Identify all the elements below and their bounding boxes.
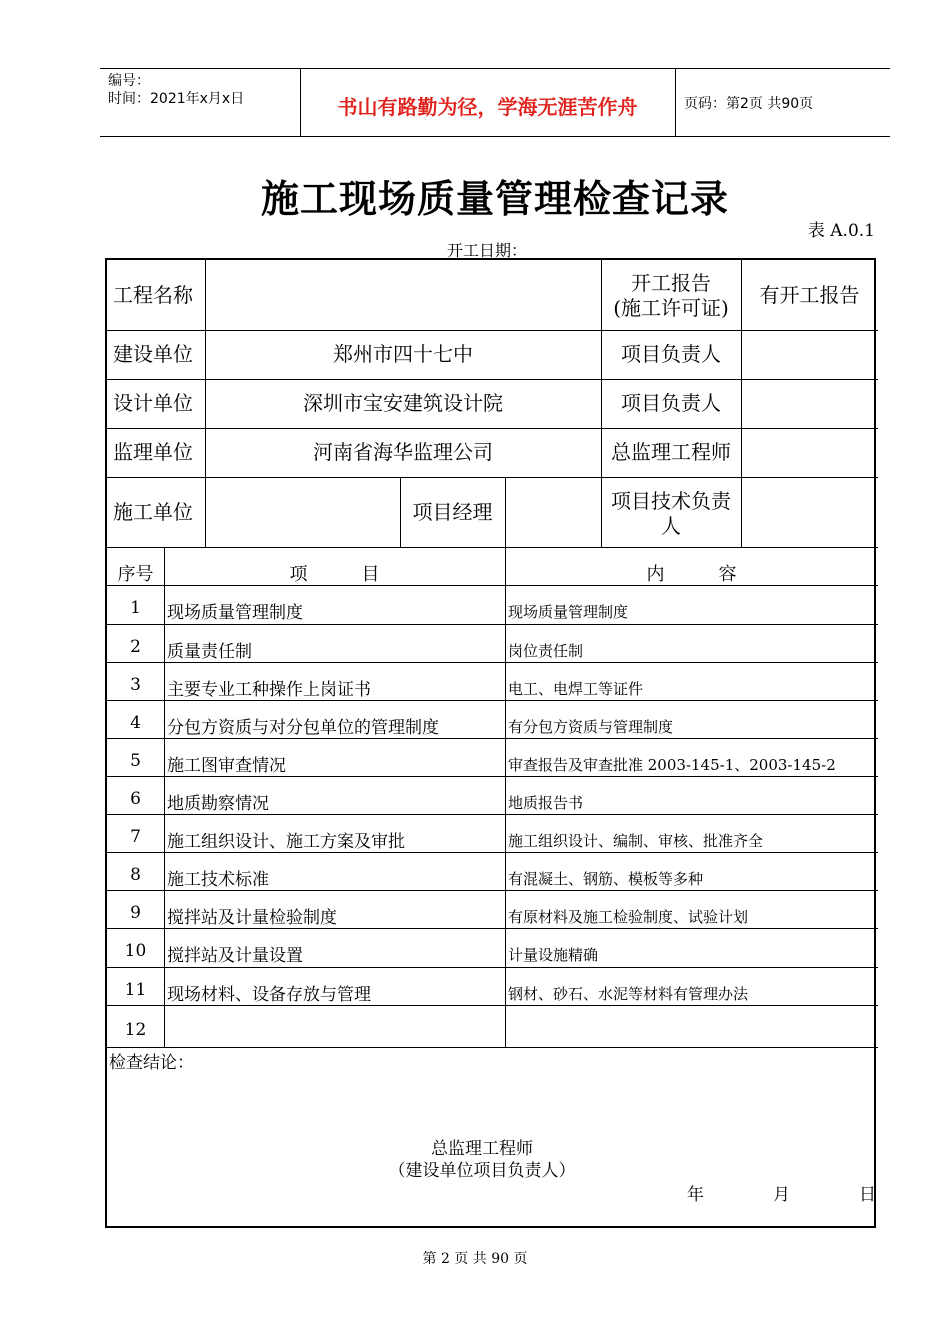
row-content: 电工、电焊工等证件 bbox=[508, 680, 644, 698]
row-item: 施工组织设计、施工方案及审批 bbox=[167, 832, 405, 852]
col-header-content: 内 容 bbox=[646, 564, 737, 585]
page-info: 页码：第2页 共90页 bbox=[684, 96, 814, 112]
row-divider bbox=[107, 330, 878, 331]
row-content: 现场质量管理制度 bbox=[508, 603, 629, 621]
row-number: 12 bbox=[124, 1020, 147, 1040]
tech-lead-label-line1: 项目技术负责 bbox=[611, 489, 731, 513]
designer-value: 深圳市宝安建筑设计院 bbox=[303, 391, 503, 415]
manager-label: 项目经理 bbox=[412, 500, 493, 524]
divider bbox=[675, 69, 676, 136]
motto-text: 书山有路勤为径，学海无涯苦作舟 bbox=[337, 95, 638, 119]
row-divider bbox=[107, 852, 878, 853]
conclusion-label: 检查结论： bbox=[109, 1053, 194, 1073]
col-divider bbox=[505, 477, 506, 547]
tech-lead-label-line2: 人 bbox=[661, 514, 681, 538]
row-divider bbox=[107, 547, 878, 548]
row-item: 分包方资质与对分包单位的管理制度 bbox=[167, 718, 439, 738]
builder-label: 建设单位 bbox=[113, 342, 193, 366]
col-header-item: 项 目 bbox=[289, 564, 380, 585]
row-content: 有混凝土、钢筋、模板等多种 bbox=[508, 870, 704, 888]
row-divider bbox=[107, 428, 878, 429]
col-divider bbox=[164, 547, 165, 1047]
row-divider bbox=[107, 738, 878, 739]
start-report-label-line2: (施工许可证) bbox=[613, 296, 729, 320]
row-divider bbox=[107, 662, 878, 663]
row-item: 主要专业工种操作上岗证书 bbox=[167, 680, 371, 700]
row-number: 9 bbox=[130, 903, 141, 923]
row-number: 5 bbox=[130, 751, 141, 771]
row-content: 地质报告书 bbox=[508, 794, 584, 812]
supervisor-label: 监理单位 bbox=[113, 440, 193, 464]
row-divider bbox=[107, 1047, 878, 1048]
row-number: 8 bbox=[130, 865, 141, 885]
row-divider bbox=[107, 776, 878, 777]
row-content: 审查报告及审查批准 2003-145-1、2003-145-2 bbox=[508, 756, 836, 774]
row-number: 4 bbox=[130, 713, 141, 733]
row-content: 有原材料及施工检验制度、试验计划 bbox=[508, 908, 749, 926]
row-number: 6 bbox=[130, 789, 141, 809]
sign-title: 总监理工程师 bbox=[431, 1139, 533, 1159]
row-item: 质量责任制 bbox=[167, 642, 252, 662]
date-day: 日 bbox=[859, 1185, 876, 1205]
record-form bbox=[105, 258, 876, 1228]
header-meta bbox=[108, 72, 244, 108]
supervisor-value: 河南省海华监理公司 bbox=[313, 440, 493, 464]
form-number: 表 A.0.1 bbox=[807, 221, 875, 241]
page-footer: 第 2 页 共 90 页 bbox=[422, 1251, 528, 1267]
sign-subtitle: （建设单位项目负责人） bbox=[388, 1161, 576, 1181]
row-divider bbox=[107, 928, 878, 929]
chief-engineer-label: 总监理工程师 bbox=[611, 440, 731, 464]
col-header-no: 序号 bbox=[117, 564, 154, 585]
row-item: 施工图审查情况 bbox=[167, 756, 286, 776]
start-date-label: 开工日期： bbox=[447, 241, 528, 260]
row-number: 1 bbox=[130, 598, 141, 618]
start-report-label-line1: 开工报告 bbox=[631, 271, 711, 295]
row-content: 有分包方资质与管理制度 bbox=[508, 718, 674, 736]
row-divider bbox=[107, 477, 878, 478]
row-item: 搅拌站及计量检验制度 bbox=[167, 908, 337, 928]
builder-lead-label: 项目负责人 bbox=[621, 342, 721, 366]
page-header bbox=[100, 68, 890, 137]
col-divider bbox=[505, 547, 506, 1047]
row-number: 10 bbox=[124, 941, 147, 961]
row-number: 7 bbox=[130, 827, 141, 847]
time-label: 时间：2021年x月x日 bbox=[108, 91, 245, 107]
row-divider bbox=[107, 814, 878, 815]
code-label: 编号： bbox=[108, 73, 150, 89]
start-report-value: 有开工报告 bbox=[759, 283, 860, 307]
row-divider bbox=[107, 967, 878, 968]
project-name-label: 工程名称 bbox=[113, 283, 193, 307]
date-year: 年 bbox=[687, 1185, 704, 1205]
row-item: 现场质量管理制度 bbox=[167, 603, 303, 623]
row-number: 3 bbox=[130, 675, 141, 695]
row-number: 11 bbox=[124, 980, 147, 1000]
date-month: 月 bbox=[773, 1185, 790, 1205]
designer-lead-label: 项目负责人 bbox=[621, 391, 721, 415]
row-content: 岗位责任制 bbox=[508, 642, 584, 660]
row-item: 现场材料、设备存放与管理 bbox=[167, 985, 371, 1005]
row-divider bbox=[107, 700, 878, 701]
start-report-label bbox=[601, 266, 741, 326]
row-content: 计量设施精确 bbox=[508, 946, 599, 964]
row-item: 搅拌站及计量设置 bbox=[167, 946, 303, 966]
document-title: 施工现场质量管理检查记录 bbox=[260, 177, 729, 221]
row-item: 施工技术标准 bbox=[167, 870, 269, 890]
row-divider bbox=[107, 890, 878, 891]
tech-lead-label bbox=[601, 484, 741, 544]
row-divider bbox=[107, 379, 878, 380]
row-number: 2 bbox=[130, 637, 141, 657]
row-item: 地质勘察情况 bbox=[167, 794, 269, 814]
row-divider bbox=[107, 624, 878, 625]
project-name-value bbox=[205, 278, 601, 313]
contractor-label: 施工单位 bbox=[113, 500, 193, 524]
designer-label: 设计单位 bbox=[113, 391, 193, 415]
row-divider bbox=[107, 1005, 878, 1006]
builder-value: 郑州市四十七中 bbox=[333, 342, 473, 366]
row-content: 施工组织设计、编制、审核、批准齐全 bbox=[508, 832, 764, 850]
row-content: 钢材、砂石、水泥等材料有管理办法 bbox=[508, 985, 749, 1003]
contractor-value bbox=[205, 500, 400, 525]
